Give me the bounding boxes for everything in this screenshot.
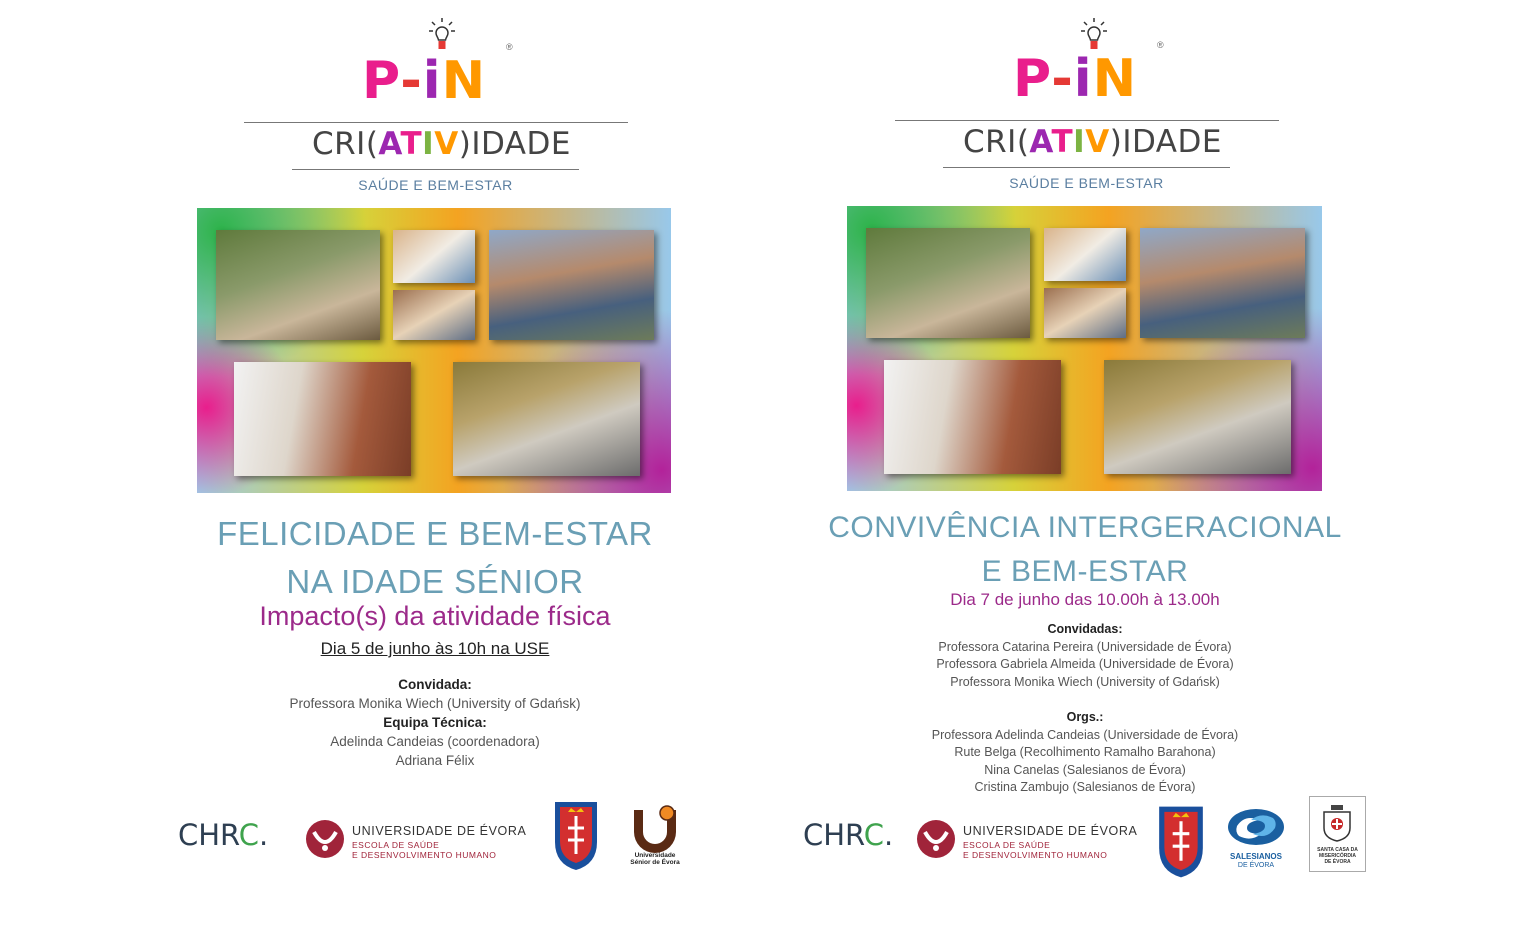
- criatividade-wordmark: [963, 124, 1222, 160]
- event-date: Dia 5 de junho às 10h na USE: [320, 639, 550, 658]
- uevora-school-2: E DESENVOLVIMENTO HUMANO: [963, 850, 1108, 860]
- logo-letter-i: i: [1073, 49, 1093, 109]
- poster-right: [795, 0, 1385, 939]
- photo-exercise: [453, 362, 640, 476]
- use-line-2: Sénior de Évora: [630, 859, 680, 866]
- org-name: Rute Belga (Recolhimento Ramalho Barahona): [954, 745, 1216, 759]
- logo-dash: -: [400, 51, 423, 111]
- photo-grandmother-boy: [1044, 288, 1126, 338]
- use-line-1: Universidade: [634, 852, 676, 859]
- cri-letter-a: A: [1029, 124, 1052, 160]
- guest-heading: Convidada:: [398, 677, 472, 692]
- guest-info: [170, 675, 700, 770]
- logo-letter-p: P: [362, 51, 401, 111]
- lightbulb-icon: [427, 16, 457, 52]
- title-line-2: NA IDADE SÉNIOR: [286, 562, 584, 600]
- logo-dash: -: [1051, 49, 1074, 109]
- chrc-text: CHR: [803, 818, 864, 852]
- cri-letter-i: I: [422, 126, 435, 162]
- gdansk-crest-icon: [1155, 802, 1207, 880]
- title-line-2: E BEM-ESTAR: [981, 554, 1189, 588]
- chrc-c: C: [863, 818, 885, 852]
- pin-logo: [362, 51, 487, 111]
- use-logo-text: [628, 852, 682, 866]
- org-name: Professora Adelinda Candeias (Universidade de Évora): [931, 727, 1239, 742]
- photo-grandfather-balcony: [489, 230, 654, 340]
- top-rule: [244, 122, 628, 123]
- cri-letter-t: T: [400, 126, 423, 162]
- chrc-dot: .: [884, 818, 894, 852]
- use-logo-icon: [630, 804, 680, 854]
- orgs-info: [795, 709, 1375, 797]
- event-title: [795, 506, 1375, 593]
- tagline: SAÚDE E BEM-ESTAR: [1009, 175, 1164, 191]
- santa-line-2: MISERICÓRDIA: [1319, 853, 1356, 859]
- salesianos-line-1: SALESIANOS: [1229, 852, 1282, 861]
- registered-mark: ®: [1157, 40, 1164, 50]
- uevora-emblem: [304, 818, 346, 860]
- guests-info: [795, 621, 1375, 691]
- gdansk-crest-icon: [551, 798, 601, 872]
- orgs-heading: Orgs.:: [1066, 710, 1104, 724]
- uevora-school-1: ESCOLA DE SAÚDE: [963, 840, 1051, 850]
- cri-letter-a: A: [378, 126, 401, 162]
- top-rule: [895, 120, 1279, 121]
- mid-rule: [292, 169, 579, 170]
- salesianos-line-2: DE ÉVORA: [1237, 862, 1275, 869]
- photo-collage: [847, 206, 1322, 491]
- logo-letter-n: N: [1092, 49, 1138, 109]
- photo-painting: [234, 362, 411, 476]
- cri-suffix: )IDADE: [458, 126, 571, 162]
- santa-casa-text: [1310, 847, 1365, 865]
- event-title: [170, 510, 700, 606]
- team-member: Adriana Félix: [395, 753, 475, 768]
- title-line-1: CONVIVÊNCIA INTERGERACIONAL: [828, 511, 1342, 544]
- santa-line-1: SANTA CASA DA: [1317, 847, 1358, 853]
- guest-name: Professora Catarina Pereira (Universidade de Évora): [938, 639, 1232, 654]
- salesianos-logo-icon: [1225, 806, 1287, 848]
- event-subtitle: Impacto(s) da atividade física: [259, 601, 611, 631]
- logo-letter-n: N: [441, 51, 487, 111]
- photo-grandmother-boy: [393, 290, 475, 340]
- guests-heading: Convidadas:: [1047, 622, 1123, 636]
- chrc-logo: [178, 818, 268, 852]
- photo-elder-caregiver: [866, 228, 1030, 338]
- chrc-logo: [803, 818, 893, 852]
- santa-line-3: DE ÉVORA: [1324, 859, 1351, 865]
- cri-letter-i: I: [1073, 124, 1086, 160]
- criatividade-wordmark: [312, 126, 571, 162]
- photo-grandparent-children: [393, 230, 475, 283]
- chrc-dot: .: [259, 818, 269, 852]
- team-heading: Equipa Técnica:: [383, 715, 487, 730]
- logo-letter-p: P: [1013, 49, 1052, 109]
- logo-letter-i: i: [422, 51, 442, 111]
- mid-rule: [943, 167, 1230, 168]
- chrc-c: C: [238, 818, 260, 852]
- cri-letter-v: V: [434, 126, 459, 162]
- event-date: Dia 7 de junho das 10.00h à 13.00h: [950, 590, 1220, 609]
- santa-casa-crest-icon: [1320, 803, 1354, 843]
- pin-logo: [1013, 49, 1138, 109]
- lightbulb-icon: [1079, 16, 1109, 52]
- uevora-name: UNIVERSIDADE DE ÉVORA: [963, 824, 1138, 838]
- photo-exercise: [1104, 360, 1291, 474]
- salesianos-logo-text: [1221, 852, 1291, 870]
- photo-collage: [197, 208, 671, 493]
- cri-prefix: CRI(: [963, 124, 1030, 160]
- registered-mark: ®: [506, 42, 513, 52]
- cri-letter-t: T: [1051, 124, 1074, 160]
- photo-painting: [884, 360, 1061, 474]
- uevora-school-2: E DESENVOLVIMENTO HUMANO: [352, 850, 497, 860]
- photo-elder-caregiver: [216, 230, 380, 340]
- guest-name: Professora Gabriela Almeida (Universidade de Évora): [936, 657, 1234, 671]
- photo-grandfather-balcony: [1140, 228, 1305, 338]
- uevora-emblem: [915, 818, 957, 860]
- uevora-name: UNIVERSIDADE DE ÉVORA: [352, 824, 527, 838]
- guest-name: Professora Monika Wiech (University of Gdańsk): [289, 696, 581, 711]
- team-member: Adelinda Candeias (coordenadora): [330, 734, 540, 749]
- title-line-1: FELICIDADE E BEM-ESTAR: [217, 515, 653, 552]
- cri-letter-v: V: [1085, 124, 1110, 160]
- uevora-school-1: ESCOLA DE SAÚDE: [352, 840, 440, 850]
- org-name: Cristina Zambujo (Salesianos de Évora): [974, 780, 1196, 794]
- cri-prefix: CRI(: [312, 126, 379, 162]
- santa-casa-logo: [1309, 796, 1366, 872]
- cri-suffix: )IDADE: [1109, 124, 1222, 160]
- tagline: SAÚDE E BEM-ESTAR: [358, 177, 513, 193]
- poster-left: [170, 0, 700, 939]
- guest-name: Professora Monika Wiech (University of Gdańsk): [950, 674, 1220, 689]
- org-name: Nina Canelas (Salesianos de Évora): [984, 762, 1186, 777]
- chrc-text: CHR: [178, 818, 239, 852]
- photo-grandparent-children: [1044, 228, 1126, 281]
